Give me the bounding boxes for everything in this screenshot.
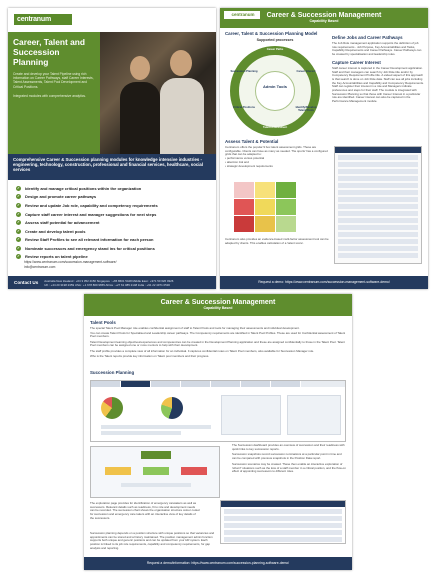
talent-para: Talent Development learning objectives/experiences and competencies can be created in the Development Planning application and these are assigned confidentially to those in the Talent Pool. Talent Pool members can be assigned one or more mentors to help with their development. [90, 339, 345, 348]
feature-item: ✓ Design and promote career pathways [17, 194, 97, 200]
talent-pools-title: Talent Pools [90, 320, 116, 325]
feature-item: ✓ Create and develop talent pools [17, 228, 86, 234]
contact-links [24, 260, 117, 270]
screenshot-row [338, 239, 418, 244]
hero-photo [100, 32, 216, 154]
feature-item: ✓ Nominate successors and emergency stand ins for critical positions [17, 245, 155, 251]
wheel-label: Career Paths [266, 48, 284, 51]
nine-box-cell [276, 182, 296, 198]
check-icon: ✓ [17, 253, 20, 258]
talent-para: Who is the Talent reports provide key information on Talent pool members and their progress. [90, 353, 210, 358]
position-admin-screenshot [220, 500, 346, 544]
screenshot-row [338, 183, 418, 188]
assess-title: Assess Talent & Potential [225, 139, 279, 144]
nine-box-cell [234, 182, 254, 198]
header-title: Career & Succession Management [266, 12, 382, 19]
website-link[interactable]: https://www.centranum.com/succession-management-software/ [24, 260, 117, 264]
page2-header [220, 8, 428, 28]
screenshot-header [221, 501, 345, 507]
screenshot-row [338, 225, 418, 230]
model-subtitle: Supported processes [256, 38, 294, 42]
feature-item: ✓ Review and update Job role, capability and competency requirements [17, 202, 158, 208]
feature-item: ✓ Review reports on talent pipeline [17, 253, 88, 259]
succession-dashboard-screenshot [90, 380, 346, 442]
brochure-page-1 [8, 8, 216, 289]
dashboard-tab [91, 381, 121, 387]
chart-panel [221, 395, 281, 435]
nine-box-cell [255, 182, 275, 198]
centranum-logo: centranum [224, 11, 260, 19]
check-icon: ✓ [17, 185, 20, 190]
donut-chart [101, 397, 123, 419]
screenshot-row [338, 162, 418, 167]
header-subtitle: Capability Based [309, 19, 339, 23]
person-body-1 [120, 82, 160, 154]
wheel-label: Identify/Develop Talent Pools [295, 106, 317, 113]
page3-footer[interactable]: Request a demo/information: https://www.centranum.com/succession-planning-software-demo/ [84, 557, 352, 570]
phone-list: Australia New Zealand : +64 3 352 4150 Singapore : +65 8601 5428 Middle East : +971 50 626 0326 UK : +44 20 3198 2359 USA : +1 678 869 9655 Africa : +27 61 085 2148 India : +91 22 4971 0530 [44, 278, 174, 287]
screenshot-row [338, 176, 418, 181]
check-icon: ✓ [17, 220, 20, 225]
chart-row [121, 483, 191, 487]
check-icon: ✓ [17, 211, 20, 216]
check-icon: ✓ [17, 237, 20, 242]
screenshot-row [224, 530, 342, 535]
talent-pools-section [90, 320, 346, 358]
page2-footer[interactable]: Request a demo: https://www.centranum.com/succession-management-software-demo/ [220, 276, 428, 289]
screenshot-row [338, 232, 418, 237]
screenshot-header [335, 147, 421, 153]
chart-panel [287, 395, 341, 435]
dashboard-tab [271, 381, 301, 387]
chart-bar [101, 425, 211, 429]
exploration-text: The exploration page provides for identification of emergency caretakers as well as successors. Relevant details such as readiness, fit to role and development needs can be recorded. The succession chart shows the organisation structure colour coded for succession and emergency care takers with an interactive view of key details of the successors. [90, 501, 200, 520]
screenshot-row [338, 169, 418, 174]
hero-section [8, 32, 216, 154]
process-descriptions [332, 32, 424, 104]
assess-bullet: • strategic development requirements [225, 163, 273, 168]
screenshot-row [224, 509, 342, 514]
succession-para: Succession snapshots record succession nominations at a particular point in time and can be compared with previous snapshots in the Position Data report. [232, 452, 342, 461]
succession-para: Succession scenarios may be created. These then enable an interactive exploration of 'what if' situations such as the loss of a staff member in a critical position, and the flow-on effect of appointing successors to different roles. [232, 461, 346, 474]
contact-label: Contact Us [14, 280, 39, 285]
screenshot-row [338, 211, 418, 216]
talent-para: The special Talent Pool Manager role enables confidential assignment of staff to Talent Pools and tools for managing their assessments and individual development. [90, 325, 300, 330]
screenshot-row [224, 516, 342, 521]
check-icon: ✓ [17, 194, 20, 199]
header-title: Career & Succession Management [160, 299, 276, 306]
dashboard-tab [181, 381, 211, 387]
screenshot-row [338, 190, 418, 195]
screenshot-row [338, 204, 418, 209]
section-title: Capture Career Interest [332, 59, 381, 65]
wheel-label: Critical Positions [233, 106, 255, 109]
person-body-2 [160, 78, 204, 154]
talent-para: The staff profile provides a complete view of all information for an individual. It captures confidential notes on Talent Pool members, also available for Succession Manager role. [90, 348, 315, 353]
assessment-tool-screenshot [334, 146, 422, 264]
screenshot-row [338, 246, 418, 251]
person-head-1 [130, 56, 150, 80]
email-link[interactable]: info@centranum.com [24, 265, 56, 269]
hero-text-panel [8, 32, 100, 154]
screenshot-row [338, 197, 418, 202]
dashboard-tab-active [121, 381, 151, 387]
org-node [143, 467, 169, 475]
succession-para: The Succession dashboard provides an overview of succession and their readiness with quick links to key succession reports. [232, 443, 345, 451]
screenshot-row [224, 537, 342, 542]
dashboard-tab [151, 381, 181, 387]
dashboard-tabs [91, 381, 345, 387]
org-node [181, 467, 207, 475]
feature-item: ✓ Identify and manage critical positions within the organization [17, 185, 142, 191]
org-node [105, 467, 131, 475]
assess-bullet: • performance versus potential [225, 156, 265, 161]
screenshot-row [224, 523, 342, 528]
header-subtitle: Capability Based [203, 306, 233, 310]
position-management-text: Succession planning depends on a position structure with unique positions so that vacancies and appointments can be stored and a history maintained. The position management admin function supports both unique and generic positions and can be updated from your HR system. Each position is linked to its job role requirements, capability and competency requirements, for gap analysis and reporting. [90, 531, 215, 550]
nine-box-grid [234, 182, 296, 232]
page3-header [84, 294, 352, 316]
page1-footer [8, 276, 216, 289]
nine-box-cell [276, 216, 296, 232]
check-icon: ✓ [17, 228, 20, 233]
check-icon: ✓ [17, 202, 20, 207]
feature-item: ✓ Assess staff potential for advancement [17, 220, 100, 226]
hero-description: Create and develop your Talent Pipeline using rich information on Career Pathways, staff Career Interests, Talent Assessments, Talent Pool Development and Critical Positions. [13, 72, 94, 89]
person-head-2 [170, 50, 192, 76]
assess-text: Centranum offers the popular 9 box talent assessment grids. These are configurable. Clients can have as many as needed. The sports' has a configured grids that can be adapted to: [225, 145, 328, 157]
succession-descriptions [232, 444, 346, 474]
feature-item: ✓ Capture staff career interest and manager suggestions for next steps [17, 211, 157, 217]
nine-box-cell [234, 199, 254, 215]
hero-title: Career, Talent and Succession Planning [13, 37, 85, 67]
dashboard-tab [211, 381, 241, 387]
hero-description-2: Integrated modules with comprehensive analytics. [13, 93, 86, 98]
brochure-page-2 [220, 8, 428, 289]
succession-planning-title: Succession Planning [90, 370, 135, 375]
screenshot-row [338, 155, 418, 160]
assess-section [225, 139, 329, 168]
section-title: Define Jobs and Career Pathways [332, 35, 403, 40]
section-text: The Job Role management application supports the definition of job role requirements - Job Purpose, Key Accountabilities and Tasks, Capability Requirements and Career Pathways. Career Pathways can be created by specialisation and leadership roles. [332, 41, 422, 57]
assess-bullet: • attention risk and [225, 159, 249, 164]
talent-para: You can create Talent Pools for Specialised and Leadership career pathways. The Competency requirements are identified in Talent Pool Profiles. These are used for Confidential assessment of Talent Pool members. [90, 330, 346, 339]
feature-list [16, 184, 212, 253]
wheel-label: Career Interest [296, 70, 316, 73]
centranum-logo: centranum [14, 14, 72, 25]
screenshot-row [338, 253, 418, 258]
check-icon: ✓ [17, 245, 20, 250]
org-node [141, 451, 171, 459]
succession-chart-screenshot [90, 446, 220, 498]
nine-box-cell [234, 216, 254, 232]
dashboard-tab [241, 381, 271, 387]
industries-band: Comprehensive Career & Succession planning modules for knowledge intensive industries - engineering, technology, construction, professional and financial services, healthcare, social services [8, 154, 216, 180]
nine-box-cell [255, 216, 275, 232]
brochure-page-3 [84, 294, 352, 570]
feature-item: ✓ Review Staff Profiles to see all relevant information for each person [17, 237, 154, 243]
grid-caption: Centranum also provides an evidence-based multi-factor assessment tool can be adapted by clients. This enables calculation of a 'talent score'. [225, 237, 329, 245]
screenshot-row [338, 218, 418, 223]
wheel-label: Talent Assessment [262, 126, 288, 129]
wheel-label: Succession Planning [230, 70, 258, 73]
chart-bar [101, 431, 181, 435]
admin-tools-hub: Admin Tools [255, 71, 295, 111]
nine-box-cell [255, 199, 275, 215]
nine-box-cell [276, 199, 296, 215]
section-text: Staff career interest is captured in the Career Development application. Staff and their managers can search by Job Role title and/or by Competency Requirement Profile title. A valued aspect of this approach is that search is done on Job Role data. Staff can see all jobs including the Key Accountabilities and Capability and Competency Requirements. Staff can register their interest in a role and Managers indicate preferences and steps for their staff. The module is integrated with Succession Planning so that those with Career Interest in a particular role are identified. Career interest can also be captured in the Performance Management module. [332, 65, 424, 104]
donut-chart [161, 397, 183, 419]
model-title: Career, Talent & Succession Planning Model [225, 31, 318, 36]
